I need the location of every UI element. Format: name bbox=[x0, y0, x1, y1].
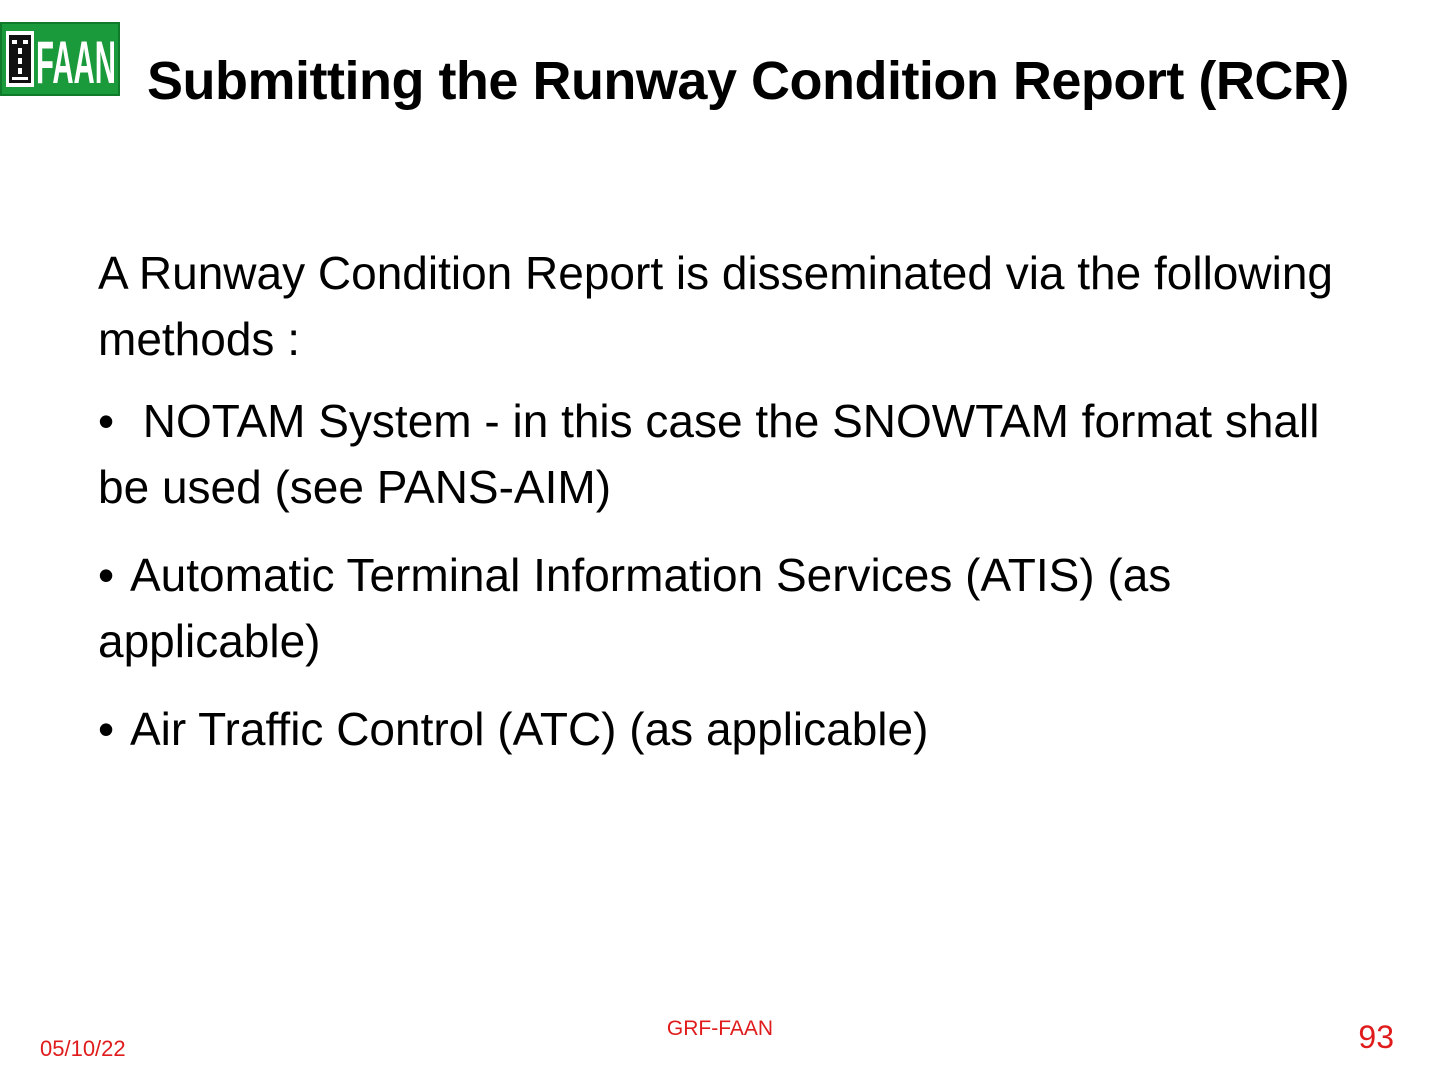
faan-logo bbox=[0, 22, 120, 96]
footer-date: 05/10/22 bbox=[40, 1036, 126, 1061]
bullet-item-atis bbox=[98, 542, 1338, 674]
bullet-dot-icon: • bbox=[98, 703, 115, 755]
logo-text: FAAN bbox=[36, 29, 116, 96]
faan-wordmark bbox=[35, 27, 117, 96]
slide-page-number: 93 bbox=[1358, 1019, 1394, 1055]
bullet-item-atc bbox=[98, 696, 1338, 762]
intro-paragraph: A Runway Condition Report is disseminated via the following methods : bbox=[98, 247, 1333, 365]
bullet-dot-icon: • bbox=[98, 395, 115, 447]
bullet-text: NOTAM System - in this case the SNOWTAM format shall be used (see PANS-AIM) bbox=[98, 395, 1320, 513]
bullet-text: Air Traffic Control (ATC) (as applicable) bbox=[130, 703, 929, 755]
bullet-list bbox=[98, 388, 1338, 762]
runway-emblem-icon bbox=[5, 27, 35, 91]
slide-title: Submitting the Runway Condition Report (RCR) bbox=[147, 51, 1349, 111]
bullet-item-notam bbox=[98, 388, 1338, 520]
bullet-dot-icon: • bbox=[98, 549, 115, 601]
slide-body bbox=[98, 240, 1338, 784]
bullet-text: Automatic Terminal Information Services (ATIS) (as applicable) bbox=[98, 549, 1172, 667]
footer-label: GRF-FAAN bbox=[666, 1017, 774, 1040]
